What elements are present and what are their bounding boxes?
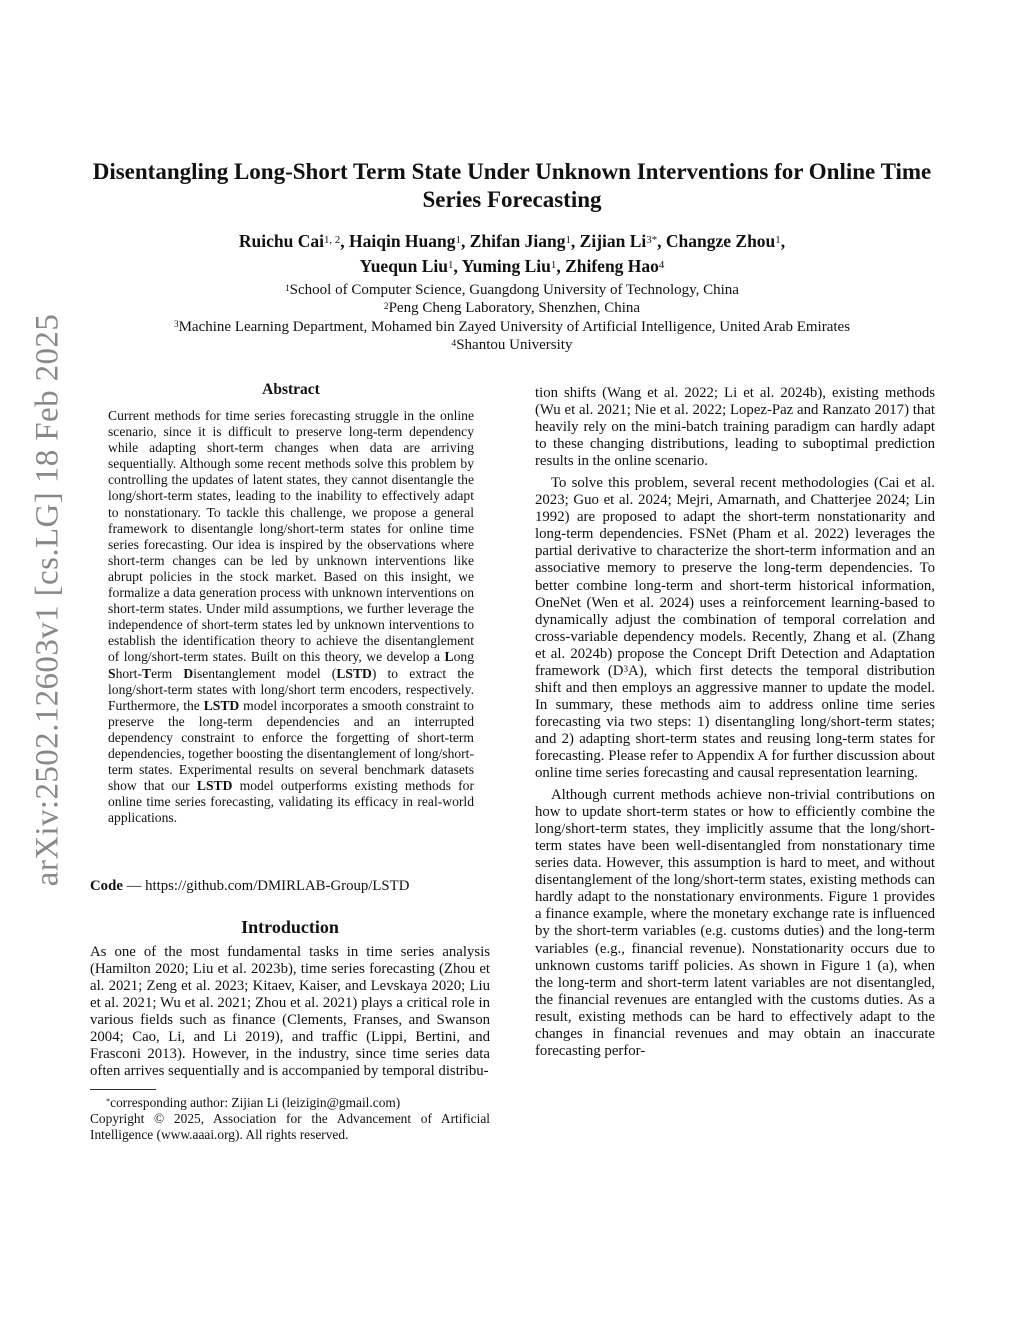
- affiliation-mark: 4: [451, 338, 457, 349]
- abstract-section: [108, 380, 474, 826]
- model-name: LSTD: [336, 665, 372, 681]
- author-affiliation-mark: 1: [550, 259, 557, 272]
- affiliation-text: Machine Learning Department, Mohamed bin Zayed University of Artificial Intelligence, United Arab Emirates: [178, 318, 851, 335]
- affiliation-item: [90, 336, 934, 354]
- abstract-segment: model incorporates a smooth constraint to preserve the long-term dependencies and an interrupted dependency constraint to enforce the forgetting of short-term dependencies, together boosting the disentanglement of long/short-term states. Experimental results on several benchmark datasets show that our: [108, 697, 474, 794]
- abstract-text: [108, 408, 474, 826]
- abstract-segment: Current methods for time series forecasting struggle in the online scenario, since it is difficult to preserve long-term dependency while adapting short-term changes when data are arriving sequentially. Although some recent methods solve this problem by controlling the updates of latent states, they cannot disentangle the long/short-term states, leading to the inability to effectively adapt to nonstationary. To tackle this challenge, we propose a general framework to disentangle long/short-term states for online time series forecasting. Our idea is inspired by the observations where short-term changes can be led by unknown interventions like abrupt policies in the stock market. Based on this insight, we formalize a data generation process with unknown interventions on short-term states. Under mild assumptions, we further leverage the independence of short-term states led by unknown interventions to establish the identification theory to achieve the disentanglement of long/short-term states. Built on this theory, we develop a: [108, 408, 474, 665]
- author-affiliation-mark: 1: [455, 234, 461, 247]
- author-separator: ,: [780, 231, 786, 251]
- intro-paragraph-1-continued: tion shifts (Wang et al. 2022; Li et al. 2024b), existing methods (Wu et al. 2021; Nie et al. 2022; Lopez-Paz and Ranzato 2017) that heavily rely on the mini-batch training paradigm can hardly adapt to these changing distributions, leading to suboptimal prediction results in the online scenario.: [535, 385, 935, 470]
- footnote-divider: [90, 1089, 156, 1090]
- author-affiliation-mark: 1, 2: [323, 234, 341, 247]
- author-list: [90, 229, 934, 279]
- affiliation-text: Peng Cheng Laboratory, Shenzhen, China: [388, 300, 641, 317]
- affiliation-text: Shantou University: [456, 336, 573, 353]
- author-name: Zhifan Jiang: [469, 231, 566, 251]
- abstract-segment: erm: [151, 665, 184, 681]
- affiliation-mark: 1: [285, 283, 290, 294]
- arxiv-sidebar-stamp: [18, 230, 78, 970]
- affiliation-item: [90, 281, 934, 299]
- abstract-segment: hort-: [115, 665, 142, 681]
- abstract-bold-letter: T: [142, 665, 152, 681]
- author-name: Yuequn Liu: [359, 256, 449, 276]
- abstract-bold-letter: S: [108, 665, 116, 681]
- right-column: [535, 385, 935, 1060]
- left-column-main: [90, 877, 490, 1143]
- affiliation-item: [90, 318, 934, 336]
- abstract-bold-letter: D: [183, 665, 194, 681]
- code-label: Code: [90, 878, 123, 894]
- footnote-text: corresponding author: Zijian Li (leizigin@gmail.com): [110, 1095, 401, 1111]
- author-affiliation-mark: 1: [448, 259, 454, 272]
- author-line-1: [90, 229, 934, 254]
- abstract-heading: Abstract: [262, 381, 320, 398]
- affiliation-list: [90, 281, 934, 354]
- abstract-segment: ) to extract the long/short-term states with long/short term encoders, respectively. Furthermore, the: [108, 665, 474, 713]
- abstract-segment: model outperforms existing methods for online time series forecasting, validating its efficacy in real-world applications.: [108, 778, 474, 826]
- abstract-segment: isentanglement model (: [193, 665, 337, 681]
- author-name: Zijian Li: [579, 231, 647, 251]
- introduction-heading: Introduction: [241, 917, 339, 937]
- intro-paragraph-3: Although current methods achieve non-trivial contributions on how to update short-term states or how to efficiently combine the long/short-term states, they implicitly assume that the long/short-term states have been well-disentangled from nonstationary time series data. However, this assumption is hard to meet, and without disentanglement of the long/short-term states, existing methods can hardly adapt to the nonstationary environments. Figure 1 provides a finance example, where the monetary exchange rate is influenced by the short-term variables (e.g. customs duties) and the long-term variables (e.g., financial revenue). Nonstationarity occurs due to unknown customs tariff policies. As shown in Figure 1 (a), when the long-term and short-term latent variables are not disentangled, the financial revenues are entangled with the customs duties. As a result, existing methods can be hard to effectively adapt to the changes in financial revenues and may obtain an inaccurate forecasting perfor-: [535, 787, 935, 1059]
- author-separator: ,: [556, 256, 566, 276]
- author-affiliation-mark: 1: [775, 234, 781, 247]
- intro-paragraph-2: [535, 475, 935, 782]
- author-separator: ,: [657, 231, 666, 251]
- model-name: LSTD: [196, 778, 233, 794]
- author-separator: ,: [340, 231, 349, 251]
- superscript: 3: [623, 663, 629, 674]
- affiliation-text: School of Computer Science, Guangdong University of Technology, China: [289, 282, 739, 298]
- author-affiliation-mark: 4: [658, 259, 665, 272]
- model-name: LSTD: [203, 697, 240, 713]
- footnote-mark: *: [106, 1097, 111, 1107]
- code-dash: —: [122, 878, 146, 894]
- paper-title: Disentangling Long-Short Term State Under Unknown Interventions for Online Time Series Forecasting: [92, 159, 932, 212]
- author-name: Yuming Liu: [461, 256, 551, 276]
- abstract-bold-letter: L: [444, 649, 454, 665]
- abstract-segment: ong: [453, 649, 474, 665]
- footnote: [90, 1095, 490, 1111]
- arxiv-identifier: arXiv:2502.12603v1 [cs.LG] 18 Feb 2025: [29, 313, 66, 887]
- author-separator: ,: [460, 231, 470, 251]
- author-affiliation-mark: 3*: [646, 234, 658, 247]
- code-url-link[interactable]: https://github.com/DMIRLAB-Group/LSTD: [145, 878, 410, 894]
- author-separator: ,: [453, 256, 462, 276]
- author-line-2: [90, 254, 934, 279]
- code-link-line: [90, 877, 490, 895]
- affiliation-item: [90, 299, 934, 317]
- affiliation-mark: 2: [383, 302, 389, 313]
- author-name: Changze Zhou: [665, 231, 776, 251]
- author-separator: ,: [570, 231, 580, 251]
- intro-paragraph-1: As one of the most fundamental tasks in time series analysis (Hamilton 2020; Liu et al. 2023b), time series forecasting (Zhou et al. 2021; Zeng et al. 2023; Kitaev, Kaiser, and Levskaya 2020; Liu et al. 2021; Wu et al. 2021; Zhou et al. 2021) plays a critical role in various fields such as finance (Clements, Franses, and Swanson 2004; Cao, Li, and Li 2019), and traffic (Lippi, Bertini, and Frasconi 2013). However, in the industry, since time series data often arrives sequentially and is accompanied by temporal distribu-: [90, 944, 490, 1080]
- author-name: Zhifeng Hao: [565, 256, 659, 276]
- paragraph-segment: A), which first detects the temporal distribution shift and then employs an aggressive manner to update the model. In summary, these methods aim to address online time series forecasting via two steps: 1) disentangling long/short-term states; and 2) adapting short-term states and reusing long-term states for forecasting. Please refer to Appendix A for further discussion about online time series forecasting and causal representation learning.: [535, 662, 935, 782]
- copyright-notice: Copyright © 2025, Association for the Advancement of Artificial Intelligence (www.aaai.org). All rights reserved.: [90, 1111, 490, 1143]
- author-name: Ruichu Cai: [238, 231, 324, 251]
- affiliation-mark: 3: [173, 320, 179, 331]
- author-name: Haiqin Huang: [349, 231, 456, 251]
- paragraph-segment: To solve this problem, several recent methodologies (Cai et al. 2023; Guo et al. 2024; Mejri, Amarnath, and Chatterjee 2024; Lin 1992) are proposed to adapt the short-term nonstationarity and long-term dependencies. FSNet (Pham et al. 2022) leverages the partial derivative to characterize the short-term information and an associative memory to preserve the long-term dependencies. To better combine long-term and short-term historical information, OneNet (Wen et al. 2024) uses a reinforcement learning-based to dynamically adjust the combination of temporal correlation and cross-variable dependency models. Recently, Zhang et al. (Zhang et al. 2024b) propose the Concept Drift Detection and Adaptation framework (D: [535, 475, 935, 679]
- author-affiliation-mark: 1: [565, 234, 571, 247]
